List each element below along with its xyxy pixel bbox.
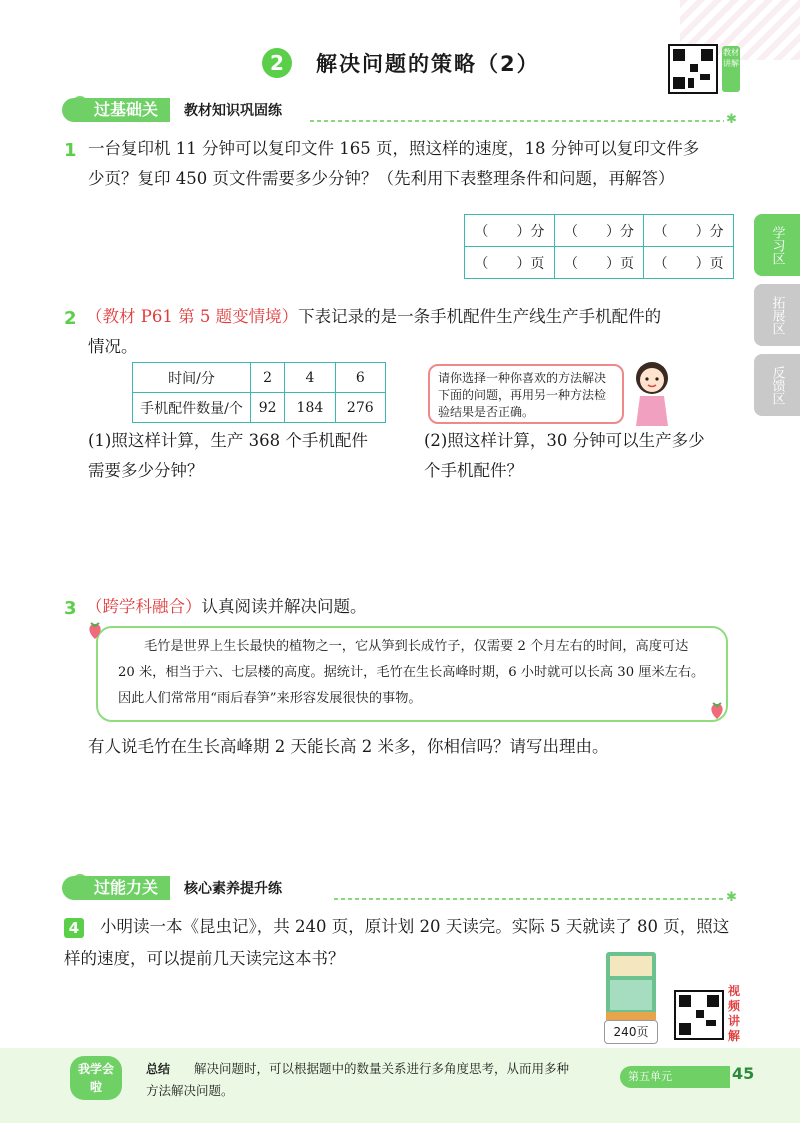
girl-character-icon bbox=[626, 356, 678, 430]
qr-code-icon[interactable] bbox=[668, 44, 718, 94]
table-cell: 6 bbox=[335, 363, 385, 393]
q2-sub2-line2: 个手机配件？ bbox=[424, 461, 523, 480]
section-banner-ability bbox=[62, 874, 282, 902]
table-cell: 276 bbox=[335, 393, 385, 423]
table-cell[interactable]: （ ）分 bbox=[644, 215, 734, 247]
strawberry-icon bbox=[708, 700, 726, 720]
unit-tab: 第五单元 bbox=[620, 1066, 730, 1088]
table-cell: 4 bbox=[285, 363, 335, 393]
q4-line2: 样的速度，可以提前几天读完这本书？ bbox=[64, 949, 345, 968]
table-cell[interactable]: （ ）分 bbox=[554, 215, 644, 247]
tab-extend[interactable]: 拓展区 bbox=[754, 284, 800, 346]
banner-label: 过能力关 bbox=[62, 876, 170, 900]
qr-caption: 教材讲解 bbox=[722, 46, 740, 92]
question-number: 3 bbox=[64, 598, 77, 619]
banner-subtitle: 教材知识巩固练 bbox=[184, 103, 283, 119]
star-icon: ✱ bbox=[726, 890, 737, 905]
strawberry-icon bbox=[86, 620, 104, 640]
q2-table bbox=[132, 362, 386, 423]
q3-intro: 认真阅读并解决问题。 bbox=[201, 597, 367, 616]
q3-question: 有人说毛竹在生长高峰期 2 天能长高 2 米多，你相信吗？请写出理由。 bbox=[88, 737, 609, 756]
question-number: 2 bbox=[64, 308, 77, 329]
learned-badge: 我学会啦 bbox=[70, 1056, 122, 1100]
q2-stem: 下表记录的是一条手机配件生产线生产手机配件的 bbox=[298, 307, 662, 326]
q1-line2: 少页？复印 450 页文件需要多少分钟？（先利用下表整理条件和问题，再解答） bbox=[88, 169, 675, 188]
q2-line1 bbox=[86, 302, 661, 332]
qr-code-icon[interactable] bbox=[674, 990, 724, 1040]
question-number: 1 bbox=[64, 140, 77, 161]
q2-sub1-line1: (1)照这样计算，生产 368 个手机配件 bbox=[88, 431, 368, 450]
q3-tag: （跨学科融合） bbox=[86, 597, 202, 616]
side-tabs bbox=[754, 214, 800, 424]
q3-line bbox=[86, 592, 367, 622]
q2-line2: 情况。 bbox=[88, 337, 138, 356]
lesson-title: 解决问题的策略（2） bbox=[316, 52, 540, 76]
book-icon bbox=[604, 950, 658, 1022]
reading-passage: 毛竹是世界上生长最快的植物之一，它从笋到长成竹子，仅需要 2 个月左右的时间，高度可达 20 米，相当于六、七层楼的高度。据统计，毛竹在生长高峰时期，6 小时就可以长高 30 厘米左右。因此人们常常用“雨后春笋”来形容发展很快的事物。 bbox=[96, 626, 728, 722]
banner-subtitle: 核心素养提升练 bbox=[184, 881, 283, 897]
book-pages-label: 240页 bbox=[604, 1020, 658, 1044]
table-cell[interactable]: （ ）分 bbox=[465, 215, 555, 247]
summary-line2: 方法解决问题。 bbox=[146, 1083, 234, 1098]
star-icon: ✱ bbox=[726, 112, 737, 127]
tab-feedback[interactable]: 反馈区 bbox=[754, 354, 800, 416]
q1-table bbox=[464, 214, 734, 279]
video-explain-label[interactable]: 视频讲解 bbox=[728, 984, 741, 1043]
lesson-number-badge: 2 bbox=[262, 48, 292, 78]
table-cell: 2 bbox=[251, 363, 285, 393]
table-cell: 92 bbox=[251, 393, 285, 423]
q2-sub2-line1: (2)照这样计算，30 分钟可以生产多少 bbox=[424, 431, 705, 450]
table-header-cell: 手机配件数量/个 bbox=[133, 393, 251, 423]
banner-dotted-line bbox=[310, 120, 724, 122]
banner-dotted-line bbox=[334, 898, 724, 900]
page-title bbox=[262, 46, 540, 80]
table-header-cell: 时间/分 bbox=[133, 363, 251, 393]
q2-tag: （教材 P61 第 5 题变情境） bbox=[86, 307, 299, 326]
table-cell: 184 bbox=[285, 393, 335, 423]
page-number: 45 bbox=[732, 1064, 755, 1083]
q4-line1: 小明读一本《昆虫记》，共 240 页，原计划 20 天读完。实际 5 天就读了 80 页，照这 bbox=[100, 917, 730, 936]
q2-sub1-line2: 需要多少分钟？ bbox=[88, 461, 204, 480]
table-cell[interactable]: （ ）页 bbox=[644, 247, 734, 279]
summary-label: 总结 bbox=[146, 1062, 171, 1076]
question-number: 4 bbox=[64, 918, 84, 938]
banner-label: 过基础关 bbox=[62, 98, 170, 122]
table-cell[interactable]: （ ）页 bbox=[554, 247, 644, 279]
table-cell[interactable]: （ ）页 bbox=[465, 247, 555, 279]
summary-line1: 解决问题时，可以根据题中的数量关系进行多角度思考，从而用多种 bbox=[194, 1061, 570, 1076]
speech-bubble: 请你选择一种你喜欢的方法解决下面的问题，再用另一种方法检验结果是否正确。 bbox=[428, 364, 624, 424]
tab-study[interactable]: 学习区 bbox=[754, 214, 800, 276]
q1-line1: 一台复印机 11 分钟可以复印文件 165 页，照这样的速度，18 分钟可以复印文件多 bbox=[88, 139, 700, 158]
section-banner-basic bbox=[62, 96, 282, 124]
